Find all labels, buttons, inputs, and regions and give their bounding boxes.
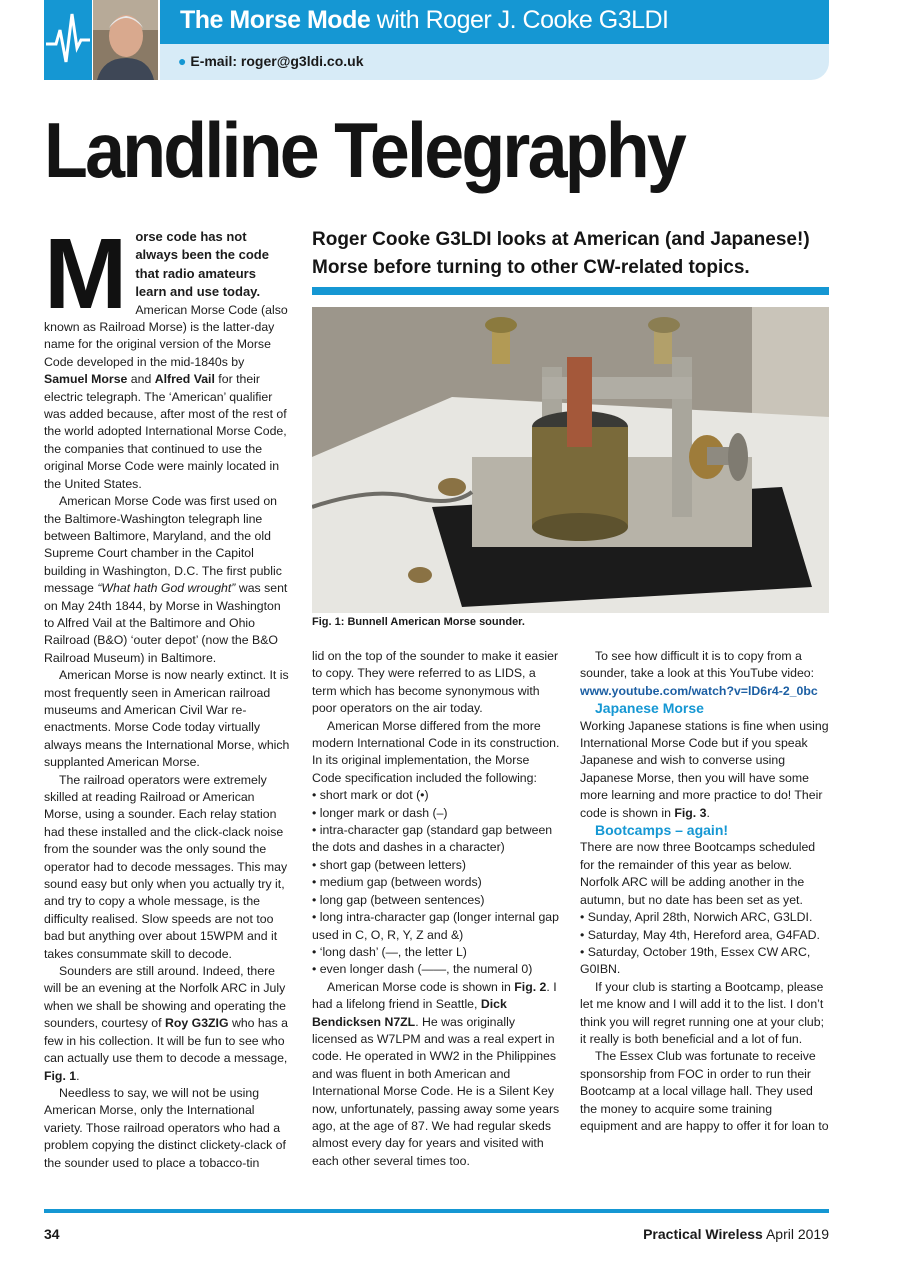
heading-bootcamps: Bootcamps – again! [595, 822, 729, 839]
column-1 [44, 218, 290, 1172]
morse-sounder-photo [312, 307, 829, 613]
list-item: • long intra-character gap (longer internal gap used in C, O, R, Y, Z and &) [312, 910, 559, 942]
author-email[interactable]: ● E-mail: roger@g3ldi.co.uk [178, 53, 364, 69]
column-2 [312, 648, 562, 1170]
header-contact-band [160, 44, 829, 80]
list-item: • Saturday, October 19th, Essex CW ARC, G0IBN. [580, 944, 811, 977]
paragraph-11: Working Japanese stations is fine when using International Morse Code but if you speak Japanese and wish to converse using Japanese Morse, then you will have some more learning and more practice to do! Their code is shown in Fig. 3. [580, 718, 829, 820]
paragraph-14: The Essex Club was fortunate to receive sponsorship from FOC in order to run their Bootcamp at a local village hall. They used the money to acquire some training equipment and are happy to offer it for loan to [580, 1049, 829, 1133]
paragraph-12: There are now three Bootcamps scheduled for the remainder of this year as below. Norfolk ARC will be adding another in the autumn, but no date has been set as yet. [580, 840, 816, 907]
drop-cap: M [44, 218, 128, 330]
paragraph-4: The railroad operators were extremely skilled at reading Railroad or American Morse, using a sounder. Each relay station had these installed and the click-clack noise from the sounder was the only sound the operator had to decode messages. This may sound easy but only when you actually try it, and try to copy a whole message, is the difficulty realised. Slow speeds are not too bad but anything over about 15WPM and it takes consummate skill to decode. [44, 772, 288, 961]
paragraph-3: American Morse is now nearly extinct. It is most frequently seen in American railroad museums and American Civil War re-enactments. Morse Code today virtually always means the International Morse, which supplanted American Morse. [44, 668, 290, 770]
standfirst-rule [312, 287, 829, 295]
page-number: 34 [44, 1226, 60, 1242]
list-item: • ‘long dash’ (—, the letter L) [312, 944, 467, 959]
header-banner [160, 0, 829, 44]
pulse-wave-icon [44, 0, 92, 80]
heading-japanese-morse: Japanese Morse [595, 700, 704, 717]
column-3 [580, 648, 830, 1135]
paragraph-8: American Morse differed from the more modern International Code in its construction. In its original implementation, the Morse Code specification included the following: [312, 718, 560, 785]
list-item: • short gap (between letters) [312, 857, 466, 872]
paragraph-7: lid on the top of the sounder to make it easier to copy. They were referred to as LIDS, a term which has become synonymous with poor operators on the air today. [312, 649, 559, 716]
paragraph-10: To see how difficult it is to copy from a sounder, take a look at this YouTube video: [580, 649, 815, 681]
author-photo [93, 0, 158, 80]
figure-morse-sounder [312, 307, 829, 613]
paragraph-5: Sounders are still around. Indeed, there will be an evening at the Norfolk ARC in July when we shall be showing and operating the sounders, courtesy of Roy G3ZIG who has a few in his collection. It will be fun to see who can actually use them to decode a message, Fig. 1. [44, 964, 289, 1083]
list-item: • Saturday, May 4th, Hereford area, G4FAD. [580, 927, 820, 942]
list-item: • even longer dash (——, the numeral 0) [312, 962, 533, 977]
list-item: • short mark or dot (•) [312, 788, 429, 803]
paragraph-6: Needless to say, we will not be using American Morse, only the International variety. Those railroad operators who had a problem copying the distinct clickety-clack of the sounder used to place a tobacco-tin [44, 1085, 286, 1170]
list-item: • medium gap (between words) [312, 875, 482, 890]
paragraph-13: If your club is starting a Bootcamp, please let me know and I will add it to the list. I don’t think you will regret running one at your club; it really is both beneficial and a lot of fun. [580, 979, 825, 1046]
youtube-link[interactable]: www.youtube.com/watch?v=lD6r4-2_0bc [580, 683, 818, 698]
paragraph-1: Morse code has not always been the code that radio amateurs learn and use today. American Morse Code (also known as Railroad Morse) is the latter-day name for the original version of the Morse Code developed in the mid-1840s by Samuel Morse and Alfred Vail for their electric telegraph. The ‘American’ qualifier was added because, after most of the rest of the world adopted International Morse Code, the companies that continued to use the original Morse Code were mainly located in the United States. [44, 218, 288, 491]
magazine-issue: Practical Wireless April 2019 [643, 1226, 829, 1242]
figure-caption: Fig. 1: Bunnell American Morse sounder. [312, 616, 525, 628]
list-item: • long gap (between sentences) [312, 892, 485, 907]
list-item: • intra-character gap (standard gap between the dots and dashes in a character) [312, 823, 553, 855]
list-item: • longer mark or dash (–) [312, 805, 448, 820]
lead-text: orse code has not always been the code that radio amateurs learn and use today. [135, 229, 269, 300]
header-title: The Morse Mode with Roger J. Cooke G3LDI [180, 6, 669, 34]
list-item: • Sunday, April 28th, Norwich ARC, G3LDI. [580, 910, 813, 925]
paragraph-2: American Morse Code was first used on the Baltimore-Washington telegraph line between Baltimore, Maryland, and the old Supreme Court chamber in the Capitol building in Washington, D.C. The first public message “What hath God wrought” was sent on May 24th 1844, by Morse in Washington to Alfred Vail at the Baltimore and Ohio Railroad (B&O) ‘outer depot’ (now the B&O Railroad Museum) in Baltimore. [44, 494, 288, 665]
article-title: Landline Telegraphy [44, 106, 685, 194]
footer-rule [44, 1209, 829, 1213]
column-logo [44, 0, 92, 80]
paragraph-9: American Morse code is shown in Fig. 2. I had a lifelong friend in Seattle, Dick Bendicksen N7ZL. He was originally licensed as W7LPM and was a real expert in code. He operated in WW2 in the Philippines and was fluent in both American and International Morse Code. He is a Silent Key now, unfortunately, passing away some years ago, at the age of 87. We had regular skeds almost every day for years and visited with each other several times too. [312, 979, 560, 1168]
standfirst: Roger Cooke G3LDI looks at American (and Japanese!) Morse before turning to other CW-related topics. [312, 229, 810, 278]
bullet-icon: ● [178, 53, 187, 69]
